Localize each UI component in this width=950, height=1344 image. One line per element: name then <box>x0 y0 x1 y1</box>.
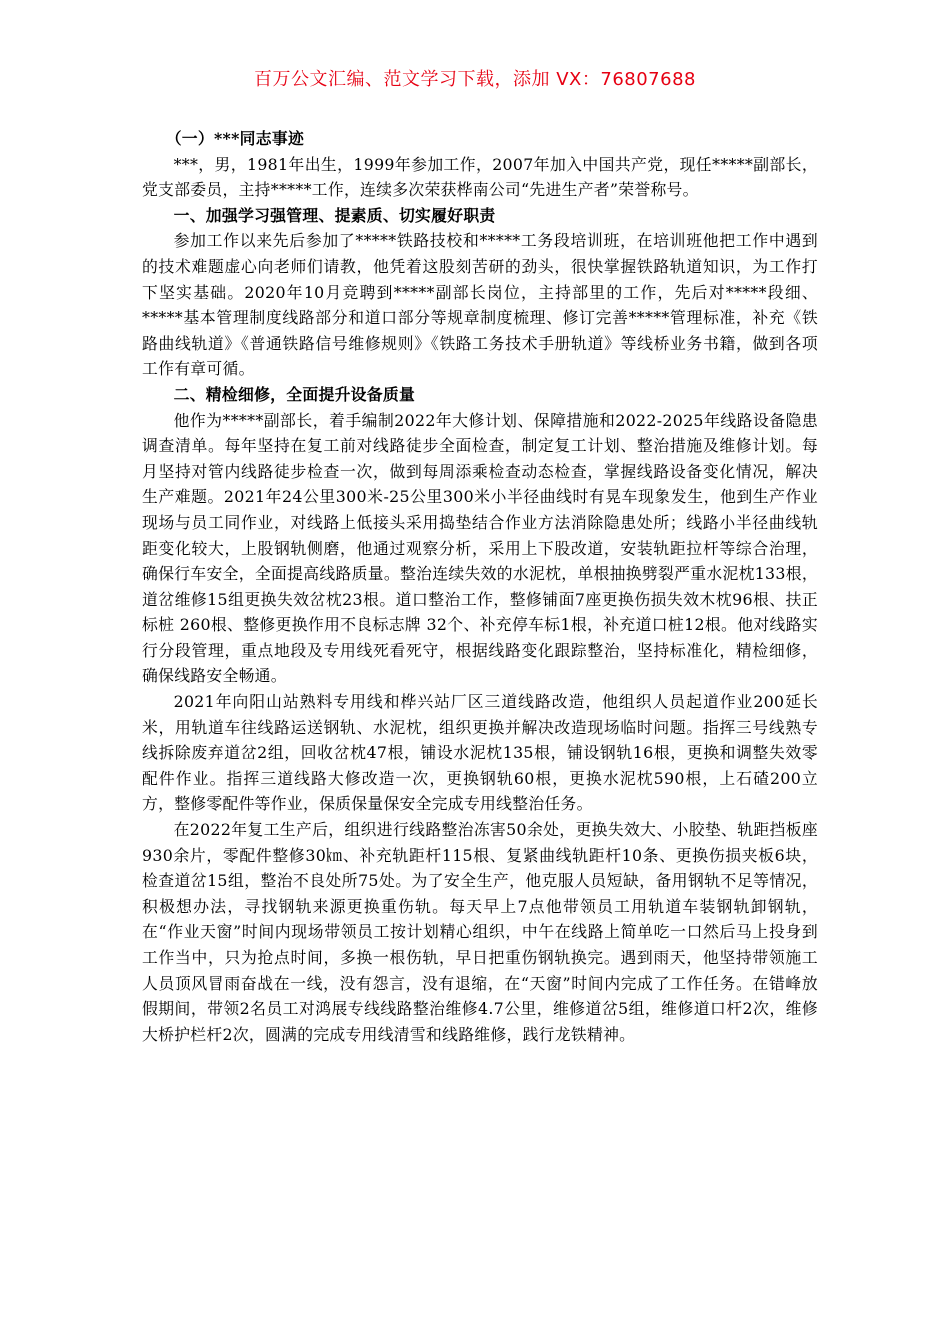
section-1-heading: 一、加强学习强管理、提素质、切实履好职责 <box>173 205 496 225</box>
intro-paragraph: ***，男，1981年出生，1999年参加工作，2007年加入中国共产党，现任*****副部长，党支部委员，主持*****工作，连续多次荣获桦南公司“先进生产者”荣誉称号。 <box>142 154 818 200</box>
section-2-paragraph-3: 在2022年复工生产后，组织进行线路整治冻害50余处，更换失效大、小胶垫、轨距挡板座930余片，零配件整修30㎞、补充轨距杆115根、复紧曲线轨距杆10条、更换伤损夹板6块，检查道岔15组，整治不良处所75处。为了安全生产，他克服人员短缺，备用钢轨不足等情况，积极想办法，寻找钢轨来源更换重伤轨。每天早上7点他带领员工用轨道车装钢轨卸钢轨，在“作业天窗”时间内现场带领员工按计划精心组织，中午在线路上简单吃一口然后马上投身到工作当中，只为抢点时间，多换一根伤轨，早日把重伤钢轨换完。遇到雨天，他坚持带领施工人员顶风冒雨奋战在一线，没有怨言，没有退缩，在“天窗”时间内完成了工作任务。在错峰放假期间，带领2名员工对鸿展专线线路整治维修4.7公里，维修道岔5组，维修道口杆2次，维修大桥护栏杆2次，圆满的完成专用线清雪和线路维修，践行龙铁精神。 <box>142 820 818 1044</box>
document-title: （一）***同志事迹 <box>165 129 305 148</box>
section-1-paragraph: 参加工作以来先后参加了*****铁路技校和*****工务段培训班，在培训班他把工作中遇到的技术难题虚心向老师们请教，他凭着这股刻苦研的劲头，很快掌握铁路轨道知识，为工作打下坚实基础。2020年10月竞聘到*****副部长岗位，主持部里的工作，先后对*****段细、*****基本管理制度线路部分和道口部分等规章制度梳理、修订完善*****管理标准，补充《铁路曲线轨道》《普通铁路信号维修规则》《铁路工务技术手册轨道》等线桥业务书籍，做到各项工作有章可循。 <box>142 231 818 379</box>
document-body <box>142 126 818 1047</box>
watermark-banner: 百万公文汇编、范文学习下载，添加 VX：76807688 <box>254 69 696 90</box>
section-2-paragraph-2: 2021年向阳山站熟料专用线和桦兴站厂区三道线路改造，他组织人员起道作业200延长米，用轨道车往线路运送钢轨、水泥枕，组织更换并解决改造现场临时问题。指挥三号线熟专线拆除废弃道岔2组，回收岔枕47根，铺设水泥枕135根，铺设钢轨16根，更换和调整失效零配件作业。指挥三道线路大修改造一次，更换钢轨60根，更换水泥枕590根，上石碴200立方，整修零配件等作业，保质保量保安全完成专用线整治任务。 <box>142 692 818 814</box>
section-2-heading: 二、精检细修，全面提升设备质量 <box>173 384 416 404</box>
section-2-paragraph-1: 他作为*****副部长，着手编制2022年大修计划、保障措施和2022-2025年线路设备隐患调查清单。每年坚持在复工前对线路徒步全面检查，制定复工计划、整治措施及维修计划。每月坚持对管内线路徒步检查一次，做到每周添乘检查动态检查，掌握线路设备变化情况，解决生产难题。2021年24公里300米-25公里300米小半径曲线时有晃车现象发生，他到生产作业现场与员工同作业，对线路上低接头采用捣垫结合作业方法消除隐患处所；线路小半径曲线轨距变化较大，上股钢轨侧磨，他通过观察分析，采用上下股改道，安装轨距拉杆等综合治理，确保行车安全，全面提高线路质量。整治连续失效的水泥枕，单根抽换劈裂严重水泥枕133根，道岔维修15组更换失效岔枕23根。道口整治工作，整修铺面7座更换伤损失效木枕96根、扶正标桩 260根、整修更换作用不良标志牌 32个、补充停车标1根，补充道口桩12根。他对线路实行分段管理，重点地段及专用线死看死守，根据线路变化跟踪整治，坚持标准化，精检细修，确保线路安全畅通。 <box>142 410 818 686</box>
